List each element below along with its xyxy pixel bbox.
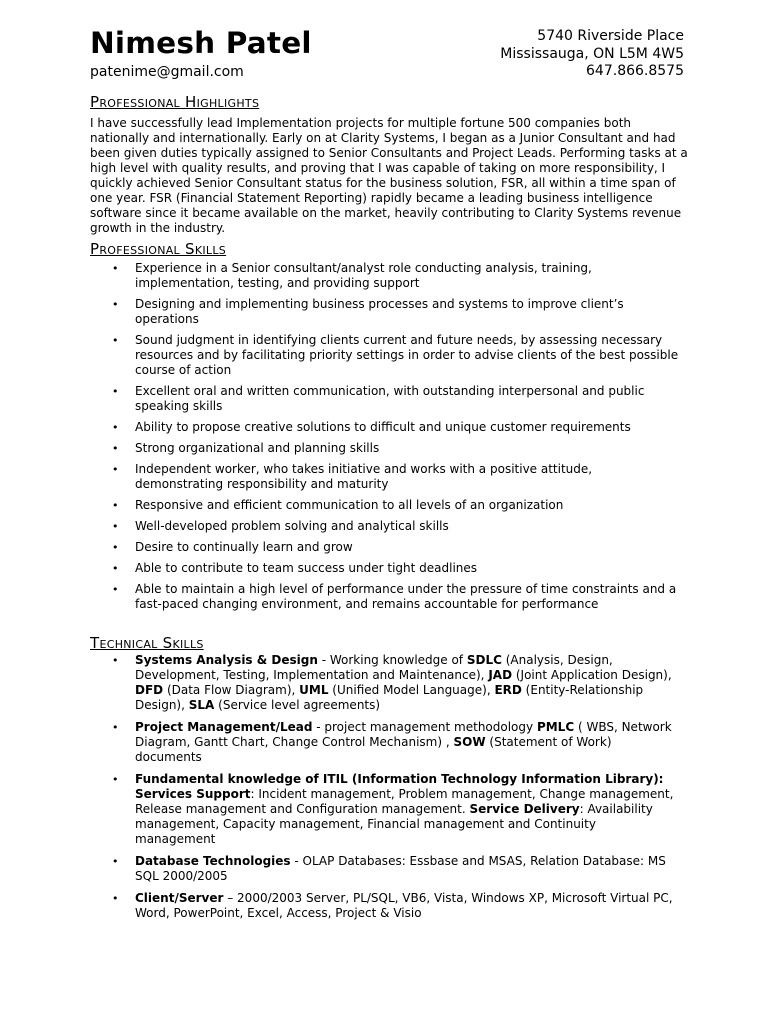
skill-item <box>90 519 680 534</box>
technical-skill-item <box>90 891 680 921</box>
skill-text: Able to maintain a high level of performance under the pressure of time constraints and a fast-paced changing environment, and remains accountable for performance <box>135 582 677 611</box>
bullet-icon: • <box>112 562 119 575</box>
skill-keyword: JAD <box>488 668 513 682</box>
skill-description: : Availability management, Capacity management, Financial management and Continuity management <box>135 802 653 846</box>
bullet-icon: • <box>112 385 119 398</box>
skill-item <box>90 384 680 414</box>
skill-description: : Incident management, Problem management, Change management, Release management and Configuration management. <box>135 787 674 816</box>
skill-text: Desire to continually learn and grow <box>135 540 353 554</box>
technical-skills-list <box>90 653 680 928</box>
bullet-icon: • <box>112 541 119 554</box>
skill-description: (Data Flow Diagram), <box>163 683 300 697</box>
bullet-icon: • <box>112 855 119 868</box>
skill-item <box>90 261 680 291</box>
bullet-icon: • <box>112 583 119 596</box>
technical-skill-item <box>90 653 680 713</box>
skill-text: Independent worker, who takes initiative and works with a positive attitude, demonstrating responsibility and maturity <box>135 462 593 491</box>
bullet-icon: • <box>112 499 119 512</box>
skill-item <box>90 462 680 492</box>
skill-description: (Statement of Work) documents <box>135 735 612 764</box>
skill-text: Strong organizational and planning skills <box>135 441 380 455</box>
skill-item <box>90 420 680 435</box>
skill-text: Experience in a Senior consultant/analyst role conducting analysis, training, implementation, testing, and providing support <box>135 261 592 290</box>
skill-item <box>90 561 680 576</box>
skill-keyword: PMLC <box>536 720 575 734</box>
skill-text: Ability to propose creative solutions to difficult and unique customer requirements <box>135 420 631 434</box>
skill-keyword: DFD <box>135 683 164 697</box>
skill-keyword: SOW <box>453 735 486 749</box>
highlights-heading: Professional Highlights <box>90 93 260 111</box>
skill-keyword: ERD <box>494 683 522 697</box>
technical-skill-item <box>90 772 680 847</box>
candidate-name: Nimesh Patel <box>90 26 312 60</box>
skill-keyword: Client/Server <box>135 891 224 905</box>
skill-text: Well-developed problem solving and analytical skills <box>135 519 449 533</box>
skill-keyword: Systems Analysis & Design <box>135 653 318 667</box>
skill-item <box>90 498 680 513</box>
bullet-icon: • <box>112 721 119 734</box>
contact-block <box>500 28 684 81</box>
skill-description: (Entity-Relationship Design), <box>135 683 644 712</box>
skill-description: - Working knowledge of <box>317 653 467 667</box>
skill-keyword: SDLC <box>466 653 502 667</box>
bullet-icon: • <box>112 463 119 476</box>
skill-description: (Joint Application Design), <box>512 668 672 682</box>
bullet-icon: • <box>112 334 119 347</box>
skill-description: - OLAP Databases: Essbase and MSAS, Relation Database: MS SQL 2000/2005 <box>135 854 666 883</box>
bullet-icon: • <box>112 262 119 275</box>
bullet-icon: • <box>112 442 119 455</box>
skill-keyword: SLA <box>188 698 215 712</box>
skill-description: (Unified Model Language), <box>328 683 495 697</box>
skill-description: ( WBS, Network Diagram, Gantt Chart, Change Control Mechanism) , <box>135 720 672 749</box>
skill-text: Designing and implementing business processes and systems to improve client’s operations <box>135 297 624 326</box>
technical-skill-item <box>90 854 680 884</box>
address-line-2: Mississauga, ON L5M 4W5 <box>500 45 684 62</box>
skill-text: Responsive and efficient communication to all levels of an organization <box>135 498 564 512</box>
skill-keyword: Project Management/Lead <box>135 720 313 734</box>
skills-list <box>90 261 680 618</box>
skill-description: (Analysis, Design, Development, Testing, Implementation and Maintenance), <box>135 653 613 682</box>
email-address: patenime@gmail.com <box>90 64 244 80</box>
technical-heading: Technical Skills <box>90 634 204 652</box>
skill-text: Able to contribute to team success under tight deadlines <box>135 561 478 575</box>
phone-number: 647.866.8575 <box>586 63 684 79</box>
bullet-icon: • <box>112 298 119 311</box>
skill-item <box>90 333 680 378</box>
skill-keyword: Fundamental knowledge of ITIL (Information Technology Information Library): Services Support <box>135 772 664 801</box>
skill-item <box>90 540 680 555</box>
skills-heading: Professional Skills <box>90 240 227 258</box>
bullet-icon: • <box>112 421 119 434</box>
skill-keyword: Service Delivery <box>469 802 580 816</box>
bullet-icon: • <box>112 773 119 786</box>
highlights-paragraph: I have successfully lead Implementation projects for multiple fortune 500 companies both nationally and internationally. Early on at Clarity Systems, I began as a Junior Consultant and had been given duties typically assigned to Senior Consultants and Project Leads. Performing tasks at a high level with quality results, and proving that I was capable of taking on more responsibility, I quickly achieved Senior Consultant status for the business solution, FSR, all within a time span of one year. FSR (Financial Statement Reporting) rapidly became a leading business intelligence software since it became available on the market, heavily contributing to Clarity Systems revenue growth in the industry. <box>90 116 688 235</box>
skill-text: Sound judgment in identifying clients current and future needs, by assessing necessary resources and by facilitating priority settings in order to advise clients of the best possible course of action <box>135 333 679 377</box>
skill-item <box>90 582 680 612</box>
technical-skill-item <box>90 720 680 765</box>
skill-description: - project management methodology <box>312 720 537 734</box>
skill-description: (Service level agreements) <box>214 698 381 712</box>
skill-item <box>90 297 680 327</box>
skill-keyword: UML <box>299 683 329 697</box>
skill-text: Excellent oral and written communication, with outstanding interpersonal and public speaking skills <box>135 384 645 413</box>
skill-description: – 2000/2003 Server, PL/SQL, VB6, Vista, Windows XP, Microsoft Virtual PC, Word, PowerPoint, Excel, Access, Project & Visio <box>135 891 673 920</box>
skill-keyword: Database Technologies <box>135 854 291 868</box>
skill-item <box>90 441 680 456</box>
address-line-1: 5740 Riverside Place <box>537 28 684 44</box>
bullet-icon: • <box>112 892 119 905</box>
bullet-icon: • <box>112 520 119 533</box>
bullet-icon: • <box>112 654 119 667</box>
